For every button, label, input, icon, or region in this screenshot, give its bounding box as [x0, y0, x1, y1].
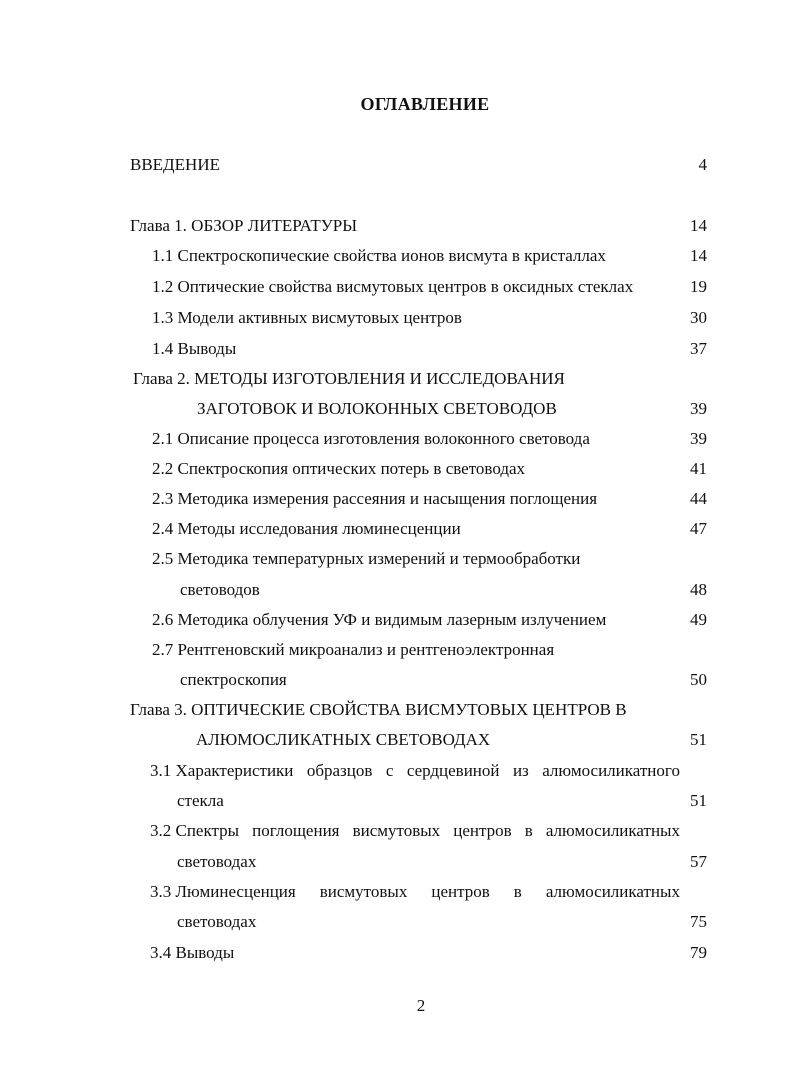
toc-item-2-5-page: 48	[690, 580, 707, 599]
toc-item-2-4: 2.4 Методы исследования люминесценции	[152, 519, 461, 538]
toc-item-2-3-page: 44	[690, 489, 707, 508]
toc-item-2-3: 2.3 Методика измерения рассеяния и насыщения поглощения	[152, 489, 598, 508]
toc-item-2-6-page: 49	[690, 610, 707, 629]
toc-item-3-2-line2: световодах	[177, 852, 257, 871]
toc-item-1-4: 1.4 Выводы	[152, 339, 237, 358]
toc-item-1-1-page: 14	[690, 246, 707, 265]
page-title: ОГЛАВЛЕНИЕ	[360, 94, 490, 114]
toc-word: висмутовых	[352, 821, 441, 840]
page-number: 2	[416, 996, 426, 1015]
toc-word: алюмосиликатных	[545, 882, 680, 901]
toc-chapter2-title-line1: Глава 2. МЕТОДЫ ИЗГОТОВЛЕНИЯ И ИССЛЕДОВАНИЯ	[133, 369, 565, 388]
toc-word: 3.3 Люминесценция	[150, 882, 296, 901]
toc-chapter3-page: 51	[690, 730, 707, 749]
toc-item-3-3-line2: световодах	[177, 912, 257, 931]
toc-chapter2-title-line2: ЗАГОТОВОК И ВОЛОКОННЫХ СВЕТОВОДОВ	[197, 399, 557, 418]
toc-word: алюмосиликатных	[545, 821, 680, 840]
toc-word: из	[512, 761, 529, 780]
toc-item-3-3-line1	[150, 882, 680, 902]
toc-item-1-4-page: 37	[690, 339, 707, 358]
toc-item-2-2-page: 41	[690, 459, 707, 478]
toc-item-3-1-page: 51	[690, 791, 707, 810]
toc-chapter2-page: 39	[690, 399, 707, 418]
toc-item-2-2: 2.2 Спектроскопия оптических потерь в световодах	[152, 459, 526, 478]
toc-item-3-3-page: 75	[690, 912, 707, 931]
toc-item-1-3: 1.3 Модели активных висмутовых центров	[152, 308, 462, 327]
toc-word: алюмосиликатного	[542, 761, 680, 780]
toc-word: с	[385, 761, 394, 780]
toc-item-1-3-page: 30	[690, 308, 707, 327]
toc-item-2-4-page: 47	[690, 519, 707, 538]
toc-word: образцов	[306, 761, 373, 780]
toc-word: 3.2 Спектры	[150, 821, 240, 840]
toc-item-3-2-line1	[150, 821, 680, 841]
toc-word: центров	[431, 882, 490, 901]
toc-item-2-1: 2.1 Описание процесса изготовления волоконного световода	[152, 429, 590, 448]
toc-item-2-1-page: 39	[690, 429, 707, 448]
toc-item-2-5-line1: 2.5 Методика температурных измерений и термообработки	[152, 549, 581, 568]
toc-item-2-7-line2: спектроскопия	[180, 670, 287, 689]
toc-word: в	[524, 821, 533, 840]
toc-item-2-6: 2.6 Методика облучения УФ и видимым лазерным излучением	[152, 610, 607, 629]
toc-word: 3.1 Характеристики	[150, 761, 294, 780]
toc-chapter1-page: 14	[690, 216, 707, 235]
toc-chapter3-title-line2: АЛЮМОСЛИКАТНЫХ СВЕТОВОДАХ	[196, 730, 491, 749]
toc-word: в	[513, 882, 522, 901]
toc-item-3-1-line2: стекла	[177, 791, 224, 810]
toc-word: висмутовых	[319, 882, 408, 901]
toc-chapter1-title: Глава 1. ОБЗОР ЛИТЕРАТУРЫ	[130, 216, 358, 235]
toc-item-3-2-page: 57	[690, 852, 707, 871]
toc-item-3-4-page: 79	[690, 943, 707, 962]
toc-item-3-1-line1	[150, 761, 680, 781]
toc-item-2-5-line2: световодов	[180, 580, 260, 599]
toc-item-1-2: 1.2 Оптические свойства висмутовых центров в оксидных стеклах	[152, 277, 634, 296]
toc-word: центров	[453, 821, 512, 840]
toc-item-1-1: 1.1 Спектроскопические свойства ионов висмута в кристаллах	[152, 246, 606, 265]
toc-chapter3-title-line1: Глава 3. ОПТИЧЕСКИЕ СВОЙСТВА ВИСМУТОВЫХ ЦЕНТРОВ В	[130, 700, 627, 719]
toc-intro-page: 4	[698, 155, 707, 174]
toc-word: поглощения	[252, 821, 340, 840]
toc-word: сердцевиной	[406, 761, 500, 780]
toc-intro-label: ВВЕДЕНИЕ	[130, 155, 220, 174]
toc-item-2-7-page: 50	[690, 670, 707, 689]
toc-item-1-2-page: 19	[690, 277, 707, 296]
toc-item-2-7-line1: 2.7 Рентгеновский микроанализ и рентгеноэлектронная	[152, 640, 555, 659]
toc-item-3-4: 3.4 Выводы	[150, 943, 235, 962]
